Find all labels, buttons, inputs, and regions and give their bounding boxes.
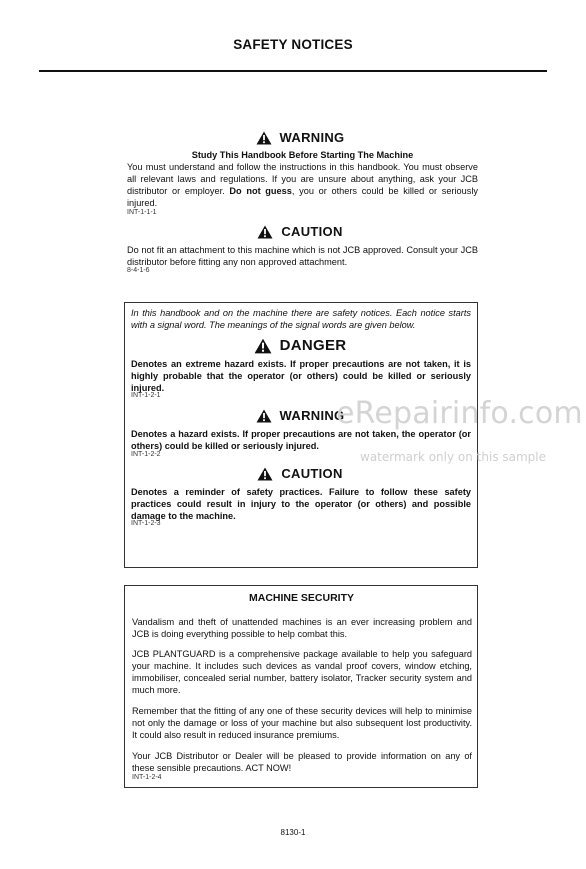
warning-text [127, 161, 478, 209]
warning-text-bold: Do not guess [229, 186, 292, 196]
signal-warning-text: Denotes a hazard exists. If proper precautions are not taken, the operator (or others) could be killed or seriously injured. [131, 429, 471, 451]
security-code: INT-1-2-4 [132, 774, 162, 781]
danger-heading [0, 337, 586, 354]
watermark-text: eRepairinfo.com [336, 396, 583, 431]
danger-code: INT-1-2-1 [131, 392, 161, 399]
security-paragraph-4: Your JCB Distributor or Dealer will be pleased to provide information on any of these sensible precautions. ACT NOW! [132, 751, 472, 773]
warning-triangle-icon [257, 467, 273, 481]
signal-warning-code: INT-1-2-2 [131, 451, 161, 458]
danger-heading-label: DANGER [279, 337, 347, 354]
caution-text: Do not fit an attachment to this machine which is not JCB approved. Consult your JCB distributor before fitting any non approved attachment. [127, 245, 478, 267]
warning-triangle-icon [257, 225, 273, 239]
page-number: 8130-1 [280, 828, 306, 837]
caution-code: 8-4-1-6 [127, 267, 150, 274]
danger-text: Denotes an extreme hazard exists. If proper precautions are not taken, it is highly probable that the operator (or others) could be killed or seriously injured. [131, 359, 471, 393]
warning-text-part2: , you or others could be killed or seriously injured. [127, 186, 478, 208]
signal-warning-heading-label: WARNING [279, 408, 345, 423]
machine-security-title: MACHINE SECURITY [248, 592, 354, 604]
warning-triangle-icon [256, 409, 272, 423]
caution-heading-label: CAUTION [281, 224, 343, 239]
security-paragraph-1: Vandalism and theft of unattended machines is an ever increasing problem and JCB is doing everything possible to help combat this. [132, 617, 472, 639]
title-divider [39, 70, 547, 72]
security-paragraph-3: Remember that the fitting of any one of these security devices will help to minimise not only the damage or loss of your machine but also subsequent lost productivity. It could also result in reduced insurance premiums. [132, 706, 472, 740]
caution-heading [0, 224, 586, 239]
warning-text-part1: You must understand and follow the instructions in this handbook. You must observe all relevant laws and regulations. If you are unsure about anything, ask your JCB distributor or employer. [127, 162, 478, 196]
signal-caution-text: Denotes a reminder of safety practices. Failure to follow these safety practices could result in injury to the operator (or others) and possible damage to the machine. [131, 487, 471, 521]
signal-caution-code: INT-1-2-3 [131, 520, 161, 527]
security-paragraph-2: JCB PLANTGUARD is a comprehensive package available to help you safeguard your machine. It includes such devices as vandal proof covers, window etching, immobiliser, concealed serial number, battery isolator, Tracker security system and much more. [132, 649, 472, 695]
page-title: SAFETY NOTICES [233, 37, 353, 52]
warning-code: INT-1-1-1 [127, 209, 157, 216]
signal-caution-heading [0, 466, 586, 481]
signal-caution-heading-label: CAUTION [281, 466, 343, 481]
warning-heading [0, 130, 586, 145]
warning-triangle-icon [256, 131, 272, 145]
warning-heading-label: WARNING [279, 130, 345, 145]
warning-triangle-icon [254, 338, 272, 354]
warning-subheading: Study This Handbook Before Starting The Machine [191, 150, 414, 160]
signal-words-intro: In this handbook and on the machine there are safety notices. Each notice starts with a signal word. The meanings of the signal words are given below. [131, 308, 471, 330]
watermark-subtext: watermark only on this sample [360, 450, 547, 464]
